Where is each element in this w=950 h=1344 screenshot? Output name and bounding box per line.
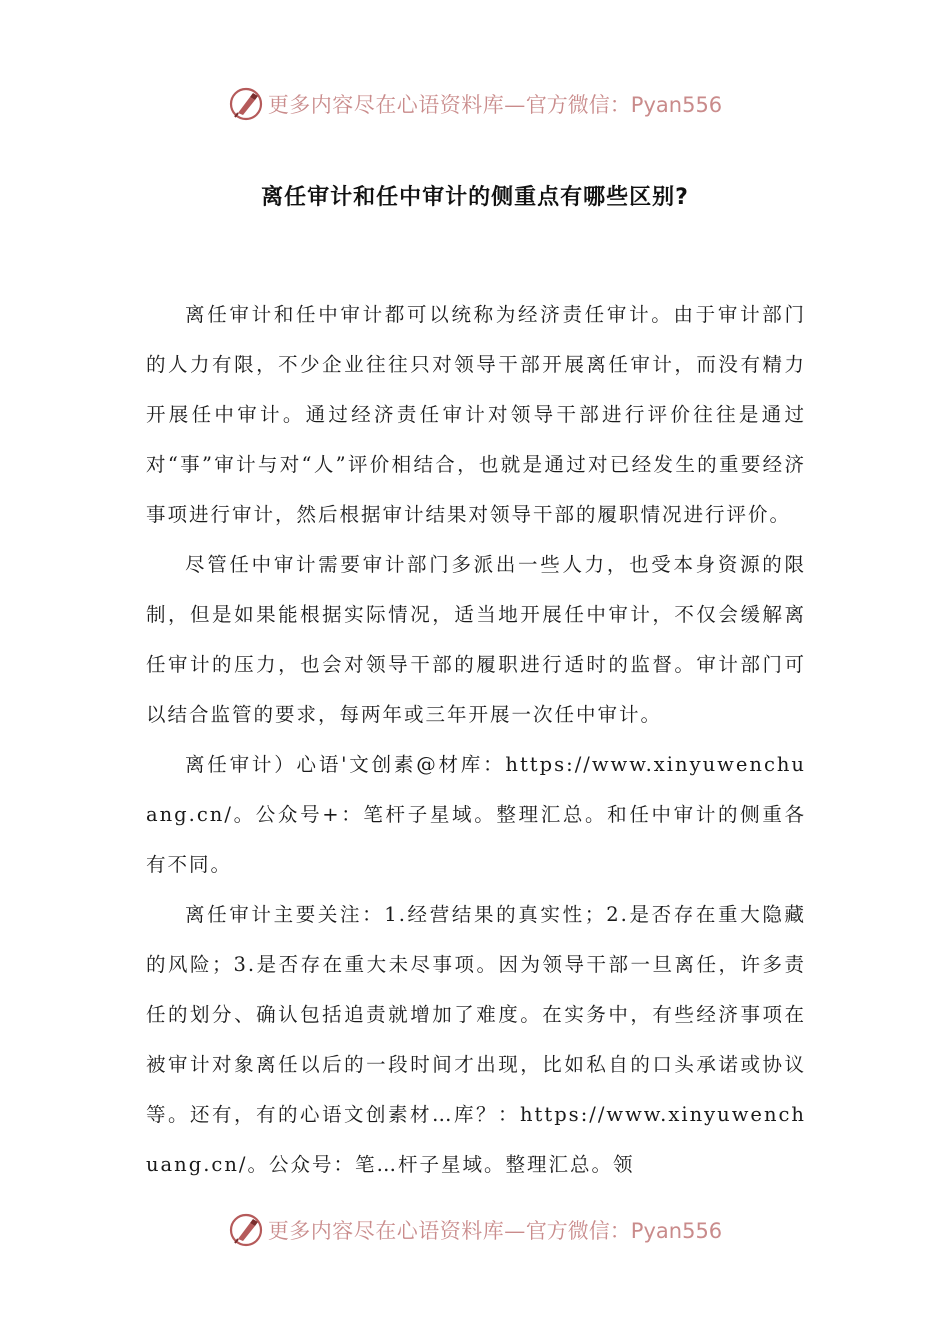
document-title: 离任审计和任中审计的侧重点有哪些区别? [261, 185, 689, 210]
pen-nib-icon [228, 86, 264, 122]
banner-tagline: 更多内容尽在心语资料库— [267, 1219, 526, 1243]
pen-nib-icon [228, 1212, 264, 1248]
paragraph-3: 离任审计）心语'文创素@材库：https://www.xinyuwenchuang.cn/。公众号+：笔杆子星域。整理汇总。和任中审计的侧重各有不同。 [146, 753, 806, 876]
banner-tagline: 更多内容尽在心语资料库— [267, 93, 526, 117]
banner-contact: 官方微信：Pyan556 [525, 1219, 723, 1243]
top-watermark-banner [0, 84, 950, 124]
paragraph-4: 离任审计主要关注：1.经营结果的真实性；2.是否存在重大隐藏的风险；3.是否存在重大未尽事项。因为领导干部一旦离任，许多责任的划分、确认包括追责就增加了难度。在实务中，有些经济事项在被审计对象离任以后的一段时间才出现，比如私自的口头承诺或协议等。还有，有的心语文创素材…库？：https://www.xinyuwenchuang.cn/。公众号：笔…杆子星域。整理汇总。领 [146, 903, 806, 1176]
paragraph-1: 离任审计和任中审计都可以统称为经济责任审计。由于审计部门的人力有限，不少企业往往只对领导干部开展离任审计，而没有精力开展任中审计。通过经济责任审计对领导干部进行评价往往是通过对“事”审计与对“人”评价相结合，也就是通过对已经发生的重要经济事项进行审计，然后根据审计结果对领导干部的履职情况进行评价。 [146, 303, 806, 526]
document-body [146, 290, 806, 1190]
bottom-watermark-banner [0, 1210, 950, 1250]
paragraph-2: 尽管任中审计需要审计部门多派出一些人力，也受本身资源的限制，但是如果能根据实际情况，适当地开展任中审计，不仅会缓解离任审计的压力，也会对领导干部的履职进行适时的监督。审计部门可以结合监管的要求，每两年或三年开展一次任中审计。 [146, 553, 806, 726]
banner-contact: 官方微信：Pyan556 [525, 93, 723, 117]
